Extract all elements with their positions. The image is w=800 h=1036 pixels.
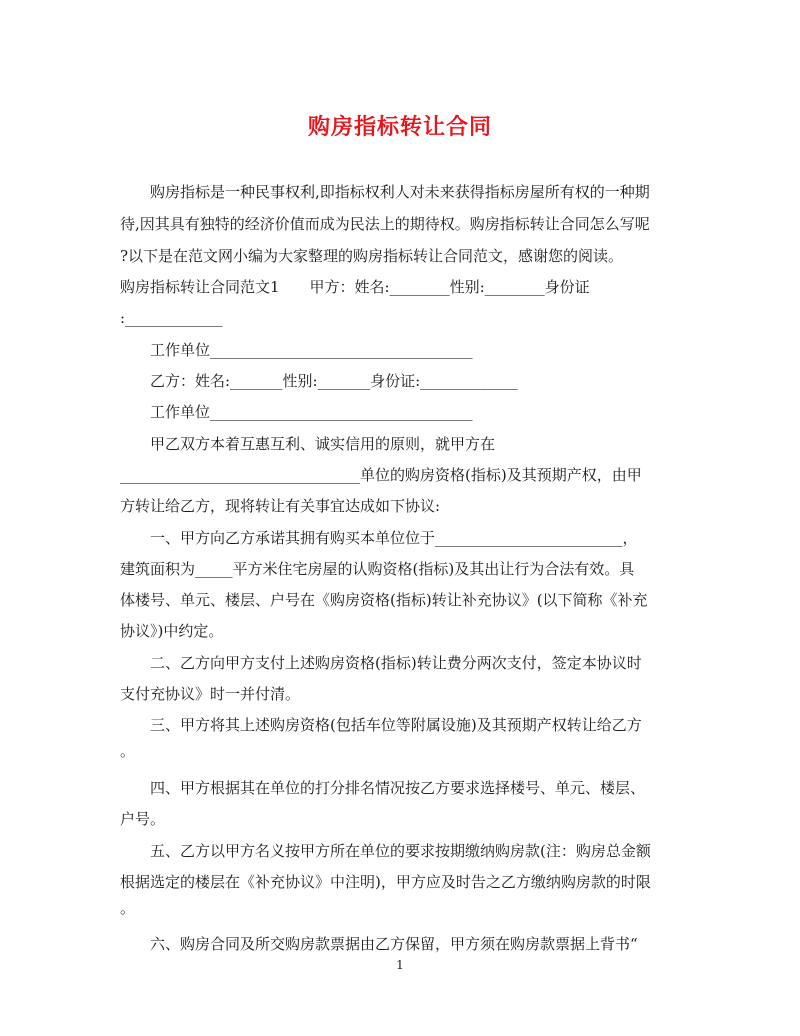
- paragraph-line: 工作单位___________________________________: [120, 403, 473, 421]
- paragraph-line: 六、购房合同及所交购房款票据由乙方保留，甲方须在购房款票据上背书“: [120, 935, 638, 953]
- paragraph-line: 一、甲方向乙方承诺其拥有购买本单位位于_________________________，: [120, 529, 638, 547]
- paragraph-line: 。: [120, 742, 136, 760]
- document-title: 购房指标转让合同: [307, 114, 492, 140]
- paragraph-line: ?以下是在范文网小编为大家整理的购房指标转让合同范文，感谢您的阅读。: [120, 247, 624, 265]
- paragraph-line: 支付充协议》时一并付清。: [120, 685, 301, 703]
- paragraph-line: 体楼号、单元、楼层、户号在《购房资格(指标)转让补充协议》(以下简称《补充: [120, 591, 648, 609]
- paragraph-line: 购房指标是一种民事权利,即指标权利人对未来获得指标房屋所有权的一种期: [120, 183, 650, 201]
- page-number: 1: [396, 958, 404, 972]
- paragraph-line: 购房指标转让合同范文1 甲方：姓名:________性别:________身份证: [120, 278, 590, 296]
- paragraph-line: 三、甲方将其上述购房资格(包括车位等附属设施)及其预期产权转让给乙方: [120, 716, 642, 734]
- paragraph-line: 方转让给乙方，现将转让有关事宜达成如下协议:: [120, 497, 441, 515]
- paragraph-line: 工作单位___________________________________: [120, 341, 473, 359]
- paragraph-line: 协议》)中约定。: [120, 622, 224, 640]
- paragraph-line: 待,因其具有独特的经济价值而成为民法上的期待权。购房指标转让合同怎么写呢: [120, 215, 650, 233]
- paragraph-line: 根据选定的楼层在《补充协议》中注明)，甲方应及时告之乙方缴纳购房款的时限: [120, 873, 651, 891]
- paragraph-line: 乙方：姓名:_______性别:_______身份证:_____________: [120, 372, 518, 390]
- paragraph-line: ________________________________单位的购房资格(指标)及其预期产权，由甲: [120, 466, 642, 484]
- paragraph-line: 。: [120, 899, 136, 917]
- paragraph-line: 四、甲方根据其在单位的打分排名情况按乙方要求选择楼号、单元、楼层、: [120, 779, 646, 797]
- paragraph-line: 五、乙方以甲方名义按甲方所在单位的要求按期缴纳购房款(注：购房总金额: [120, 842, 651, 860]
- paragraph-line: 建筑面积为_____平方米住宅房屋的认购资格(指标)及其出让行为合法有效。具: [120, 560, 635, 578]
- paragraph-line: :_____________: [120, 309, 223, 327]
- paragraph-line: 二、乙方向甲方支付上述购房资格(指标)转让费分两次支付，签定本协议时: [120, 654, 642, 672]
- paragraph-line: 户号。: [120, 810, 166, 828]
- paragraph-line: 甲乙双方本着互惠互利、诚实信用的原则，就甲方在: [120, 435, 496, 453]
